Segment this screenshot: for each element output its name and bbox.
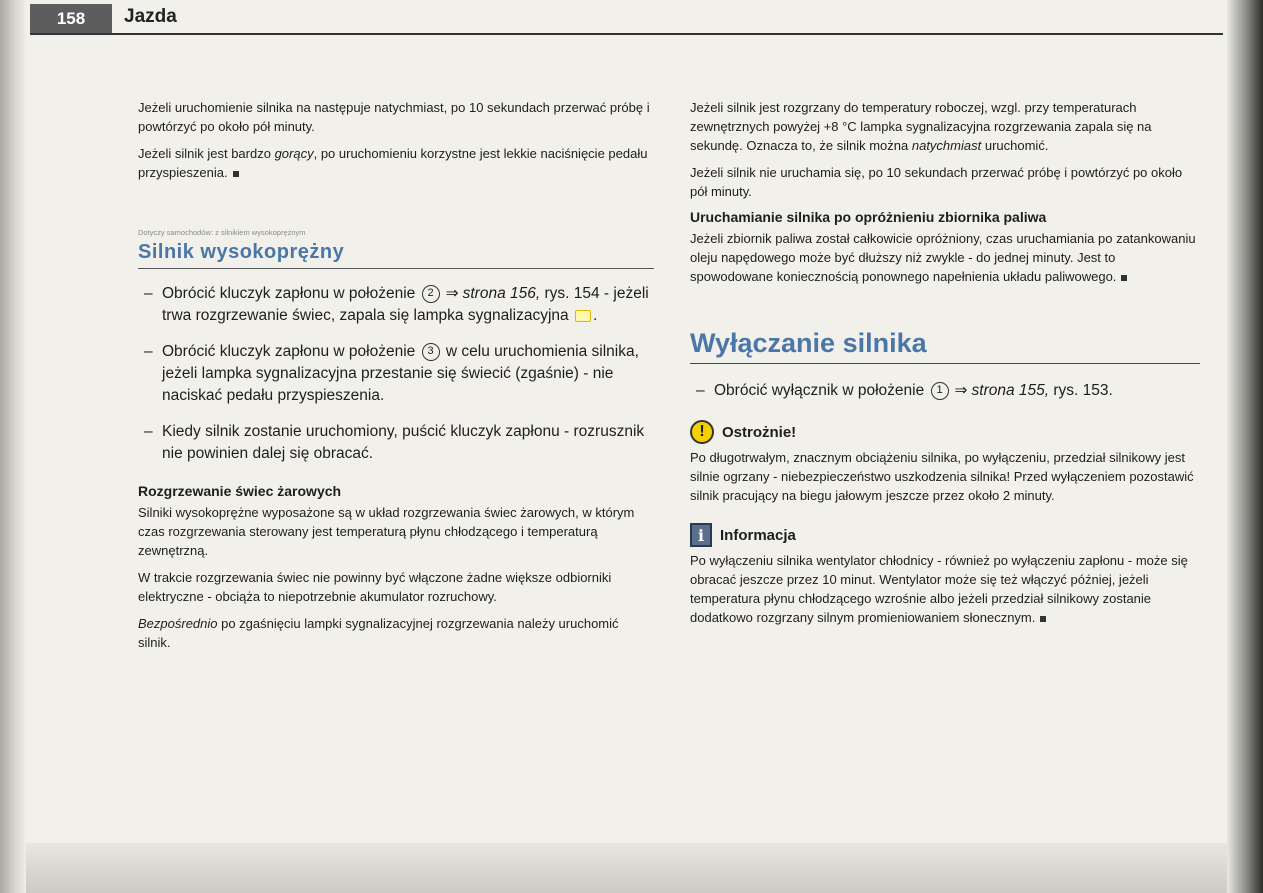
text: , po uruchomieniu korzystne jest lekkie naciśnięcie pedału przyspieszenia. bbox=[138, 146, 648, 180]
chapter-title: Jazda bbox=[124, 6, 177, 27]
page-reference: strona 155, bbox=[971, 382, 1050, 399]
info-heading bbox=[690, 523, 1200, 547]
applicability-caption: Dotyczy samochodów: z silnikiem wysokoprężnym bbox=[138, 228, 306, 237]
paragraph: W trakcie rozgrzewania świec nie powinny być włączone żadne większe odbiorniki elektryczne - obciąża to niepotrzebnie akumulator rozruchowy. bbox=[138, 570, 612, 604]
paragraph bbox=[690, 229, 1200, 286]
text: Jeżeli zbiornik paliwa został całkowicie opróżniony, czas uruchamiania po zatankowaniu oleju napędowego może być dłuższy niż zwykle - do jednej minuty. Jest to spowodowane koniecznością ponownego napełnienia układu paliwowego. bbox=[690, 231, 1196, 284]
info-icon: i bbox=[690, 523, 712, 547]
section-title: Silnik wysokoprężny bbox=[138, 241, 345, 263]
glow-plug-lamp-icon bbox=[575, 310, 591, 322]
section-rule bbox=[138, 268, 654, 269]
end-mark bbox=[233, 171, 239, 177]
emphasis: Bezpośrednio bbox=[138, 616, 218, 631]
text: w celu uruchomienia silnika, jeżeli lampka sygnalizacyjna przestanie się świecić (zgaśnie) - nie naciskać pedału przyspieszenia. bbox=[162, 343, 639, 404]
paragraph bbox=[138, 144, 654, 182]
paragraph bbox=[138, 614, 654, 652]
info-label: Informacja bbox=[720, 526, 796, 544]
step-item: – Kiedy silnik zostanie uruchomiony, puścić kluczyk zapłonu - rozrusznik nie powinien dalej się obracać. bbox=[144, 423, 645, 462]
paragraph: Jeżeli uruchomienie silnika na następuje natychmiast, po 10 sekundach przerwać próbę i powtórzyć po około pół minuty. bbox=[138, 100, 650, 134]
section-rule bbox=[690, 363, 1200, 364]
text: Obrócić wyłącznik w położenie bbox=[714, 382, 925, 399]
paragraph: Silniki wysokoprężne wyposażone są w układ rozgrzewania świec żarowych, w którym czas rozgrzewania sterowany jest temperaturą płynu chłodzącego i temperaturą zewnętrzną. bbox=[138, 505, 635, 558]
page-number: 158 bbox=[30, 4, 112, 34]
step-item: – Obrócić wyłącznik w położenie 1 ⇒ strona 155, rys. 153. bbox=[696, 382, 1113, 399]
page-stack-edge bbox=[1227, 0, 1263, 893]
section-title: Wyłączanie silnika bbox=[690, 328, 927, 358]
caution-text: Po długotrwałym, znacznym obciążeniu silnika, po wyłączeniu, przedział silnikowy jest silnie ogrzany - niebezpieczeństwo uszkodzenia silnika! Przed wyłączeniem pozostawić silnik pracujący na biegu jałowym jeszcze przez około 2 minuty. bbox=[690, 450, 1194, 503]
warning-icon: ! bbox=[690, 420, 714, 444]
text: Obrócić kluczyk zapłonu w położenie bbox=[162, 285, 416, 302]
end-mark bbox=[1040, 616, 1046, 622]
position-number: 1 bbox=[931, 382, 949, 400]
text: Obrócić kluczyk zapłonu w położenie bbox=[162, 343, 416, 360]
paragraph: Jeżeli silnik nie uruchamia się, po 10 sekundach przerwać próbę i powtórzyć po około pół minuty. bbox=[690, 165, 1183, 199]
caution-label: Ostrożnie! bbox=[722, 423, 797, 441]
step-item: – Obrócić kluczyk zapłonu w położenie 3 w celu uruchomienia silnika, jeżeli lampka sygnalizacyjna przestanie się świecić (zgaśnie) - nie naciskać pedału przyspieszenia. bbox=[144, 343, 639, 404]
caution-heading bbox=[690, 420, 1200, 444]
text: Jeżeli silnik jest bardzo bbox=[138, 146, 275, 161]
text: rys. 153. bbox=[1049, 382, 1113, 399]
end-mark bbox=[1121, 275, 1127, 281]
header-rule bbox=[30, 33, 1223, 35]
text: po zgaśnięciu lampki sygnalizacyjnej rozgrzewania należy uruchomić silnik. bbox=[138, 616, 619, 650]
text: uruchomić. bbox=[981, 138, 1049, 153]
right-column bbox=[690, 98, 1200, 635]
step-item: – Obrócić kluczyk zapłonu w położenie 2 ⇒ strona 156, rys. 154 - jeżeli trwa rozgrzewanie świec, zapala się lampka sygnalizacyjna . bbox=[144, 285, 649, 324]
page-reference: strona 156, bbox=[462, 285, 541, 302]
subheading: Rozgrzewanie świec żarowych bbox=[138, 483, 342, 499]
text: rys. 154 - jeżeli trwa rozgrzewanie świec, zapala się lampka sygnalizacyjna bbox=[162, 285, 649, 324]
left-column bbox=[138, 98, 654, 660]
position-number: 3 bbox=[422, 343, 440, 361]
position-number: 2 bbox=[422, 285, 440, 303]
arrow-icon: ⇒ bbox=[445, 285, 459, 302]
emphasis: gorący bbox=[274, 146, 314, 161]
arrow-icon: ⇒ bbox=[954, 382, 968, 399]
info-text bbox=[690, 551, 1200, 627]
text: Po wyłączeniu silnika wentylator chłodnicy - również po wyłączeniu zapłonu - może się obracać jeszcze przez 10 minut. Wentylator może się też włączyć później, jeżeli temperatura płynu chłodzącego wzrośnie albo jeżeli przedział silnikowy zostanie dodatkowo rozgrzany silnym promieniowaniem słonecznym. bbox=[690, 553, 1188, 625]
text: Jeżeli silnik jest rozgrzany do temperatury roboczej, wzgl. przy temperaturach zewnętrznych powyżej +8 °C lampka sygnalizacyjna rozgrzewania zapala się na sekundę. Oznacza to, że silnik można bbox=[690, 100, 1152, 153]
paragraph bbox=[690, 98, 1200, 155]
emphasis: natychmiast bbox=[911, 138, 982, 153]
bottom-band bbox=[26, 843, 1227, 893]
subheading: Uruchamianie silnika po opróżnieniu zbiornika paliwa bbox=[690, 209, 1047, 225]
binding-edge bbox=[0, 0, 26, 893]
text: Kiedy silnik zostanie uruchomiony, puścić kluczyk zapłonu - rozrusznik nie powinien dalej się obracać. bbox=[162, 423, 645, 462]
